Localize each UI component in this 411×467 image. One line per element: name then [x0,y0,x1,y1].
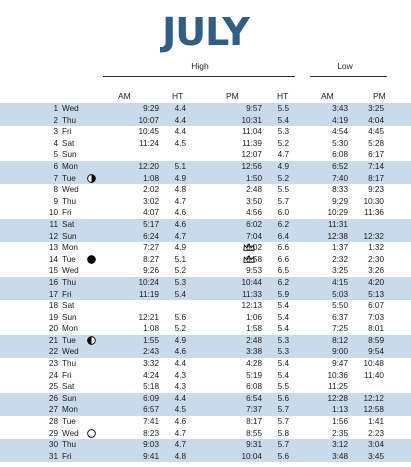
high-am-height: 4.4 [174,127,186,137]
weekday: Sun [62,231,77,241]
low-pm-time: 11:36 [364,208,384,218]
high-am-height: 4.7 [174,196,186,206]
day-number: 17 [48,289,58,299]
high-group-rule [103,76,295,77]
high-pm-height: 5.4 [277,115,289,125]
day-number: 19 [48,312,58,322]
high-am-height: 4.6 [174,208,186,218]
high-pm-time: 2:48 [246,335,262,345]
high-pm-time: 8:17 [246,417,262,427]
low-pm-time: 9:23 [368,185,384,195]
low-pm-time: 4:04 [368,115,384,125]
high-pm-height: 5.6 [277,393,289,403]
table-row [0,242,411,254]
high-am-time: 2:02 [143,185,159,195]
high-am-height: 4.3 [174,382,186,392]
high-am-height: 5.6 [174,312,186,322]
high-am-time: 4:24 [143,370,159,380]
high-pm-height: 5.5 [277,104,289,113]
weekday: Mon [62,324,78,334]
weekday: Sat [62,382,75,392]
high-am-height: 5.2 [174,324,186,334]
high-pm-time: 4:28 [246,359,262,369]
low-pm-time: 8:59 [368,335,384,345]
high-am-time: 9:29 [143,104,159,113]
high-pm-height: 5.5 [277,185,289,195]
day-number: 29 [48,428,58,438]
day-number: 3 [53,127,58,137]
high-pm-time: 8:55 [246,428,262,438]
weekday: Fri [62,370,72,380]
weekday: Fri [62,289,72,299]
table-row [0,219,411,231]
high-pm-time: 6:08 [246,382,262,392]
high-pm-height: 5.2 [277,138,289,148]
table-row [0,138,411,150]
day-number: 20 [48,324,58,334]
high-am-time: 2:43 [143,347,159,357]
high-pm-time: 8:58 [246,254,262,264]
high-pm-height: 5.7 [277,196,289,206]
day-number: 2 [53,115,58,125]
high-pm-height: 6.4 [277,231,289,241]
day-number: 25 [48,382,58,392]
table-row [0,184,411,196]
high-pm-time: 8:02 [246,243,262,253]
high-am-time: 10:45 [138,127,159,137]
high-am-height: 4.9 [174,335,186,345]
high-am-height: 4.6 [174,347,186,357]
table-row [0,161,411,173]
col-header-high-pm: PM [226,91,239,101]
low-am-time: 6:37 [332,312,348,322]
low-pm-time: 12:32 [363,231,384,241]
day-number: 22 [48,347,58,357]
weekday: Thu [62,277,77,287]
high-pm-time: 12:13 [241,301,262,311]
high-pm-height: 5.4 [277,312,289,322]
high-am-height: 4.6 [174,219,186,229]
high-pm-time: 11:33 [242,289,262,299]
low-am-time: 5:30 [332,138,348,148]
high-am-time: 3:32 [143,359,159,369]
day-number: 31 [48,451,58,461]
high-pm-height: 5.2 [277,173,289,183]
high-pm-height: 4.9 [277,161,289,171]
low-am-time: 12:28 [327,393,348,403]
high-am-time: 3:02 [143,196,159,206]
high-am-time: 6:09 [143,393,159,403]
high-pm-time: 6:02 [246,219,262,229]
high-am-height: 5.1 [174,161,186,171]
low-group-header: Low [337,61,353,71]
low-am-time: 2:35 [332,428,348,438]
day-number: 24 [48,370,58,380]
high-pm-time: 5:19 [246,370,262,380]
high-am-height: 4.4 [174,104,186,113]
low-am-time: 9:00 [332,347,348,357]
table-row [0,416,411,428]
table-row [0,207,411,219]
low-am-time: 1:56 [332,417,348,427]
high-am-time: 12:20 [138,161,159,171]
high-pm-time: 1:50 [246,173,262,183]
high-pm-time: 11:04 [242,127,262,137]
high-pm-time: 1:58 [246,324,262,334]
high-pm-time: 10:31 [241,115,262,125]
low-am-time: 3:25 [332,266,348,276]
high-am-height: 4.6 [174,417,186,427]
table-row [0,393,411,405]
day-number: 15 [48,266,58,276]
low-pm-time: 12:58 [363,405,384,415]
high-am-time: 11:24 [139,138,159,148]
high-pm-height: 5.5 [277,382,289,392]
col-header-low-am: AM [321,91,334,101]
high-am-time: 10:24 [138,277,159,287]
high-am-time: 12:21 [138,312,159,322]
high-pm-time: 12:56 [241,161,262,171]
low-am-time: 8:33 [332,185,348,195]
day-number: 8 [53,185,58,195]
weekday: Tue [62,335,76,345]
table-row [0,404,411,416]
table-row [0,289,411,301]
low-am-time: 11:31 [328,219,348,229]
low-pm-time: 8:01 [368,324,384,334]
high-pm-height: 5.7 [277,440,289,450]
high-am-height: 5.4 [174,289,186,299]
low-pm-time: 11:40 [364,370,384,380]
table-row [0,346,411,358]
high-pm-height: 5.4 [277,324,289,334]
low-am-time: 9:47 [332,359,348,369]
day-number: 9 [53,196,58,206]
high-pm-height: 5.4 [277,301,289,311]
high-am-height: 4.9 [174,243,186,253]
low-group-rule [310,76,387,77]
high-pm-height: 5.9 [277,289,289,299]
high-pm-time: 10:44 [241,277,262,287]
weekday: Wed [62,428,79,438]
page-title: JULY [162,10,249,54]
high-pm-height: 5.7 [277,417,289,427]
table-row [0,451,411,463]
last-quarter-moon-icon [87,336,96,345]
low-am-time: 3:12 [332,440,348,450]
low-pm-time: 8:17 [368,173,384,183]
full-moon-icon [87,429,96,438]
high-am-time: 6:24 [143,231,159,241]
day-number: 18 [48,301,58,311]
high-am-time: 4:07 [143,208,159,218]
low-pm-time: 5:28 [368,138,384,148]
low-am-time: 7:40 [332,173,348,183]
high-am-height: 4.7 [174,231,186,241]
high-pm-time: 1:06 [246,312,262,322]
high-am-time: 11:19 [139,289,159,299]
high-pm-height: 5.4 [277,359,289,369]
day-number: 27 [48,405,58,415]
low-am-time: 5:50 [332,301,348,311]
high-pm-time: 10:04 [241,451,262,461]
low-pm-time: 3:26 [368,266,384,276]
high-am-height: 5.3 [174,277,186,287]
high-am-time: 5:17 [143,219,159,229]
weekday: Tue [62,254,76,264]
high-am-height: 4.4 [174,359,186,369]
first-quarter-moon-icon [87,174,96,183]
high-am-time: 5:18 [143,382,159,392]
high-am-height: 4.7 [174,428,186,438]
low-am-time: 1:37 [332,243,348,253]
high-pm-height: 6.0 [277,208,289,218]
high-am-height: 4.3 [174,370,186,380]
high-am-time: 9:26 [143,266,159,276]
high-am-time: 7:27 [143,243,159,253]
weekday: Fri [62,451,72,461]
high-am-height: 4.8 [174,451,186,461]
high-pm-height: 5.4 [277,370,289,380]
high-am-height: 5.1 [174,254,186,264]
low-pm-time: 3:04 [368,440,384,450]
day-number: 30 [48,440,58,450]
day-number: 6 [53,161,58,171]
day-number: 11 [49,219,58,229]
low-pm-time: 4:45 [368,127,384,137]
weekday: Sat [62,219,75,229]
high-pm-height: 6.2 [277,277,289,287]
day-number: 16 [48,277,58,287]
high-am-height: 4.9 [174,173,186,183]
low-pm-time: 1:32 [368,243,384,253]
table-row [0,103,411,115]
high-am-height: 4.4 [174,115,186,125]
table-row [0,265,411,277]
day-number: 4 [53,138,58,148]
weekday: Tue [62,173,76,183]
low-pm-time: 10:48 [363,359,384,369]
low-am-time: 3:43 [332,104,348,113]
low-pm-time: 6:17 [368,150,384,160]
table-row [0,196,411,208]
high-am-time: 1:55 [143,335,159,345]
high-pm-height: 6.6 [277,243,289,253]
weekday: Mon [62,161,78,171]
day-number: 5 [53,150,58,160]
weekday: Sun [62,150,77,160]
high-pm-height: 4.7 [277,150,289,160]
high-pm-height: 6.6 [277,254,289,264]
low-pm-time: 3:45 [368,451,384,461]
weekday: Sat [62,301,75,311]
weekday: Mon [62,243,78,253]
low-am-time: 3:48 [332,451,348,461]
weekday: Fri [62,127,72,137]
high-am-time: 6:57 [143,405,159,415]
weekday: Wed [62,104,79,113]
table-row [0,277,411,289]
high-pm-height: 5.3 [277,127,289,137]
day-number: 23 [48,359,58,369]
high-am-height: 5.2 [174,266,186,276]
weekday: Mon [62,405,78,415]
col-header-high-ht2: HT [277,91,289,101]
low-am-time: 10:36 [327,370,348,380]
high-am-height: 4.4 [174,393,186,403]
high-am-height: 4.8 [174,185,186,195]
table-row [0,231,411,243]
high-am-time: 1:08 [143,173,159,183]
high-am-height: 4.5 [174,405,186,415]
high-pm-time: 9:53 [246,266,262,276]
high-am-time: 9:03 [143,440,159,450]
high-pm-time: 6:54 [246,393,262,403]
low-pm-time: 10:30 [363,196,384,206]
day-number: 10 [48,208,58,218]
high-pm-time: 11:39 [242,138,262,148]
high-pm-height: 5.3 [277,347,289,357]
weekday: Thu [62,359,77,369]
table-row [0,300,411,312]
low-am-time: 6:52 [332,161,348,171]
weekday: Fri [62,208,72,218]
high-am-time: 8:27 [143,254,159,264]
low-pm-time: 9:54 [368,347,384,357]
low-pm-time: 2:23 [368,428,384,438]
low-am-time: 7:25 [332,324,348,334]
table-row [0,115,411,127]
low-pm-time: 2:30 [368,254,384,264]
day-number: 28 [48,417,58,427]
high-pm-time: 12:07 [241,150,262,160]
low-pm-time: 3:25 [368,104,384,113]
table-row [0,370,411,382]
low-am-time: 8:12 [332,335,348,345]
table-row [0,381,411,393]
table-row [0,439,411,451]
weekday: Wed [62,185,79,195]
weekday: Sat [62,138,75,148]
col-header-high-ht1: HT [172,91,184,101]
day-number: 1 [53,104,58,113]
high-am-height: 4.7 [174,440,186,450]
table-row [0,173,411,185]
high-pm-time: 4:56 [246,208,262,218]
new-moon-icon [87,255,96,264]
weekday: Sun [62,393,77,403]
high-pm-height: 5.3 [277,335,289,345]
weekday: Wed [62,266,79,276]
col-header-high-am: AM [118,91,131,101]
low-am-time: 11:25 [328,382,348,392]
king-tide-crown-icon [243,255,255,264]
col-header-low-pm: PM [373,91,386,101]
table-row [0,428,411,440]
high-pm-time: 9:31 [246,440,262,450]
low-am-time: 9:29 [332,196,348,206]
day-number: 26 [48,393,58,403]
weekday: Thu [62,196,77,206]
day-number: 13 [48,243,58,253]
high-am-height: 4.5 [174,138,186,148]
table-row [0,358,411,370]
day-number: 12 [48,231,58,241]
high-pm-time: 7:37 [246,405,262,415]
high-pm-time: 9:57 [246,104,262,113]
high-pm-height: 5.6 [277,451,289,461]
low-pm-time: 7:14 [368,161,384,171]
high-pm-time: 3:38 [246,347,262,357]
low-am-time: 6:08 [332,150,348,160]
table-row [0,149,411,161]
table-row [0,323,411,335]
high-group-header: High [191,61,209,71]
king-tide-crown-icon [243,243,255,252]
table-row [0,312,411,324]
tide-table [0,103,411,462]
table-row [0,126,411,138]
high-am-time: 1:08 [143,324,159,334]
low-am-time: 1:13 [332,405,348,415]
high-am-time: 7:41 [143,417,159,427]
high-pm-time: 3:50 [246,196,262,206]
low-am-time: 4:54 [332,127,348,137]
high-pm-height: 5.8 [277,428,289,438]
day-number: 7 [53,173,58,183]
high-am-time: 10:07 [138,115,159,125]
low-pm-time: 6:07 [368,301,384,311]
weekday: Thu [62,440,77,450]
low-pm-time: 4:20 [368,277,384,287]
weekday: Thu [62,115,77,125]
day-number: 21 [48,335,58,345]
low-pm-time: 12:12 [363,393,384,403]
weekday: Tue [62,417,76,427]
low-pm-time: 7:03 [368,312,384,322]
high-pm-time: 7:04 [246,231,262,241]
low-am-time: 4:19 [332,115,348,125]
high-pm-height: 6.2 [277,219,289,229]
weekday: Sun [62,312,77,322]
high-am-time: 8:23 [143,428,159,438]
low-am-time: 4:15 [332,277,348,287]
low-am-time: 12:38 [327,231,348,241]
low-pm-time: 1:41 [368,417,384,427]
low-am-time: 10:29 [327,208,348,218]
high-pm-height: 5.7 [277,405,289,415]
low-am-time: 5:03 [332,289,348,299]
high-am-time: 9:41 [143,451,159,461]
low-pm-time: 5:13 [368,289,384,299]
low-am-time: 2:32 [332,254,348,264]
high-pm-time: 2:48 [246,185,262,195]
high-pm-height: 6.5 [277,266,289,276]
table-row [0,335,411,347]
table-row [0,254,411,266]
day-number: 14 [48,254,58,264]
weekday: Wed [62,347,79,357]
